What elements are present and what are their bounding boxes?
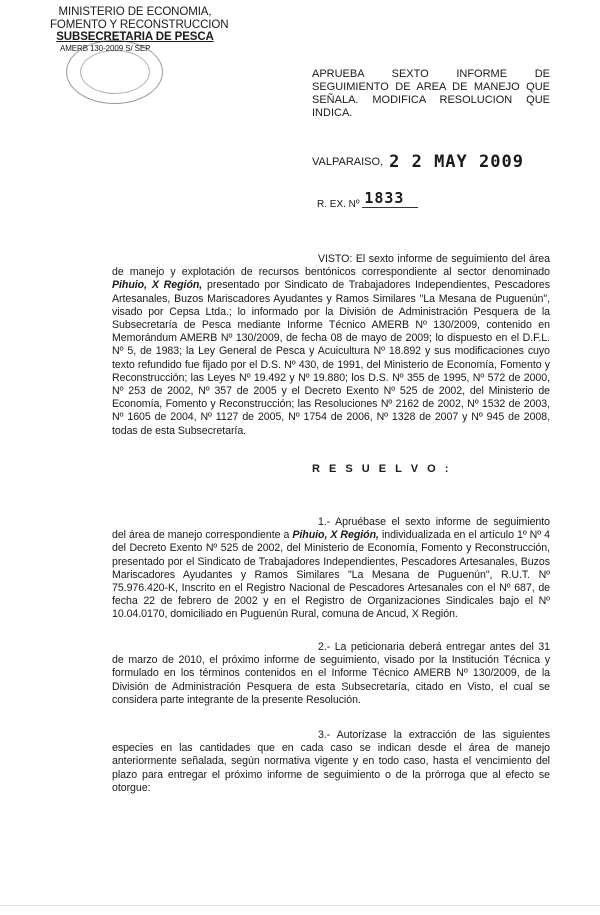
resolution-summary: APRUEBA SEXTO INFORME DE SEGUIMIENTO DE AREA DE MANEJO QUE SEÑALA. MODIFICA RESOLUCION QUE INDICA. — [312, 68, 550, 119]
visto-paragraph — [112, 253, 550, 438]
ministry-line-2: FOMENTO Y RECONSTRUCCION — [50, 18, 229, 31]
article-1-rest: individualizada en el artículo 1º Nº 4 del Decreto Exento Nº 525 de 2002, del Ministerio de Economía, Fomento y Reconstrucción, presentado por el Sindicato de Trabajadores Independientes, Pescadores Artesanales, Buzos Mariscadores Ayudantes y Ramos Similares "La Mesana de Puguenún", R.U.T. Nº 75.976.420-K, Inscrito en el Registro Nacional de Pescadores Artesanales con el Nº 687, de fecha 22 de febrero de 2002 y en el Registro de Organizaciones Sindicales bajo el Nº 10.04.0170, domiciliado en Puguenún Rural, comuna de Ancud, X Región. — [112, 529, 550, 621]
article-1-lead: 1.- Apruébase el sexto informe de seguimiento del área de manejo correspondiente a — [112, 516, 550, 542]
letterhead — [50, 6, 229, 54]
resolution-number-line — [317, 189, 418, 211]
place-label: VALPARAISO, — [312, 156, 384, 168]
file-reference: AMERB 130-2009 S/ SEP — [60, 43, 151, 53]
visto-rest: presentado por Sindicato de Trabajadores Independientes, Pescadores Artesanales, Buzos Mariscadores Ayudantes y Ramos Similares "La Mesana de Puguenún", visado por Cepsa Ltda.; lo informado por la División de Administración Pesquera de la Subsecretaría de Pesca mediante Informe Técnico AMERB Nº 130/2009, contenido en Memorándum AMERB Nº 130/2009, de fecha 08 de mayo de 2009; lo dispuesto en el D.F.L. Nº 5, de 1983; la Ley General de Pesca y Acuicultura Nº 18.892 y sus modificaciones cuyo texto refundido fue fijado por el D.S. Nº 430, de 1991, del Ministerio de Economía, Fomento y Reconstrucción; las Leyes Nº 19.492 y Nº 19.880; los D.S. Nº 355 de 1995, Nº 572 de 2000, Nº 253 de 2002, Nº 357 de 2005 y el Decreto Exento Nº 525 de 2002, del Ministerio de Economía, Fomento y Reconstrucción; las Resoluciones Nº 2162 de 2002, Nº 1532 de 2003, Nº 1605 de 2004, Nº 1127 de 2005, Nº 1754 de 2006, Nº 1328 de 2007 y Nº 945 de 2008, todas de esta Subsecretaría. — [112, 279, 550, 437]
ministry-line-1: MINISTERIO DE ECONOMIA, — [58, 6, 212, 18]
visto-place-name: Pihuio, X Región, — [112, 279, 203, 292]
date-stamp: 2 2 MAY 2009 — [389, 152, 524, 172]
article-3-paragraph — [112, 729, 550, 795]
page-edge — [0, 905, 600, 906]
article-2-text: 2.- La peticionaria deberá entregar antes del 31 de marzo de 2010, el próximo informe de seguimiento, visado por la Institución Técnica y formulado en los términos contenidos en el Informe Técnico AMERB Nº 130/2009, de la División de Administración Pesquera de esta Subsecretaría, citado en Visto, el cual se considera parte integrante de la presente Resolución. — [112, 641, 550, 706]
article-1-place-name: Pihuio, X Región, — [292, 529, 379, 542]
article-3-text: 3.- Autorízase la extracción de las siguientes especies en las cantidades que en cada caso se indican desde el área de manejo anteriormente señalada, según normativa vigente y en todo caso, hasta el vencimiento del plazo para entregar el próximo informe de seguimiento o de la prórroga que al efecto se otorgue: — [112, 729, 550, 794]
resolution-label: R. EX. Nº — [317, 199, 360, 210]
article-1-paragraph — [112, 516, 550, 622]
subsecretaria-name: SUBSECRETARIA DE PESCA — [56, 31, 214, 43]
official-stamp-inner-ring — [80, 50, 150, 94]
resuelvo-heading: R E S U E L V O : — [312, 463, 452, 475]
place-and-date — [312, 150, 524, 170]
resolution-number: 1833 — [362, 189, 418, 208]
article-2-paragraph — [112, 641, 550, 707]
visto-lead: VISTO: El sexto informe de seguimiento del área de manejo y explotación de recursos bentónicos correspondiente al sector denominado — [112, 253, 550, 279]
